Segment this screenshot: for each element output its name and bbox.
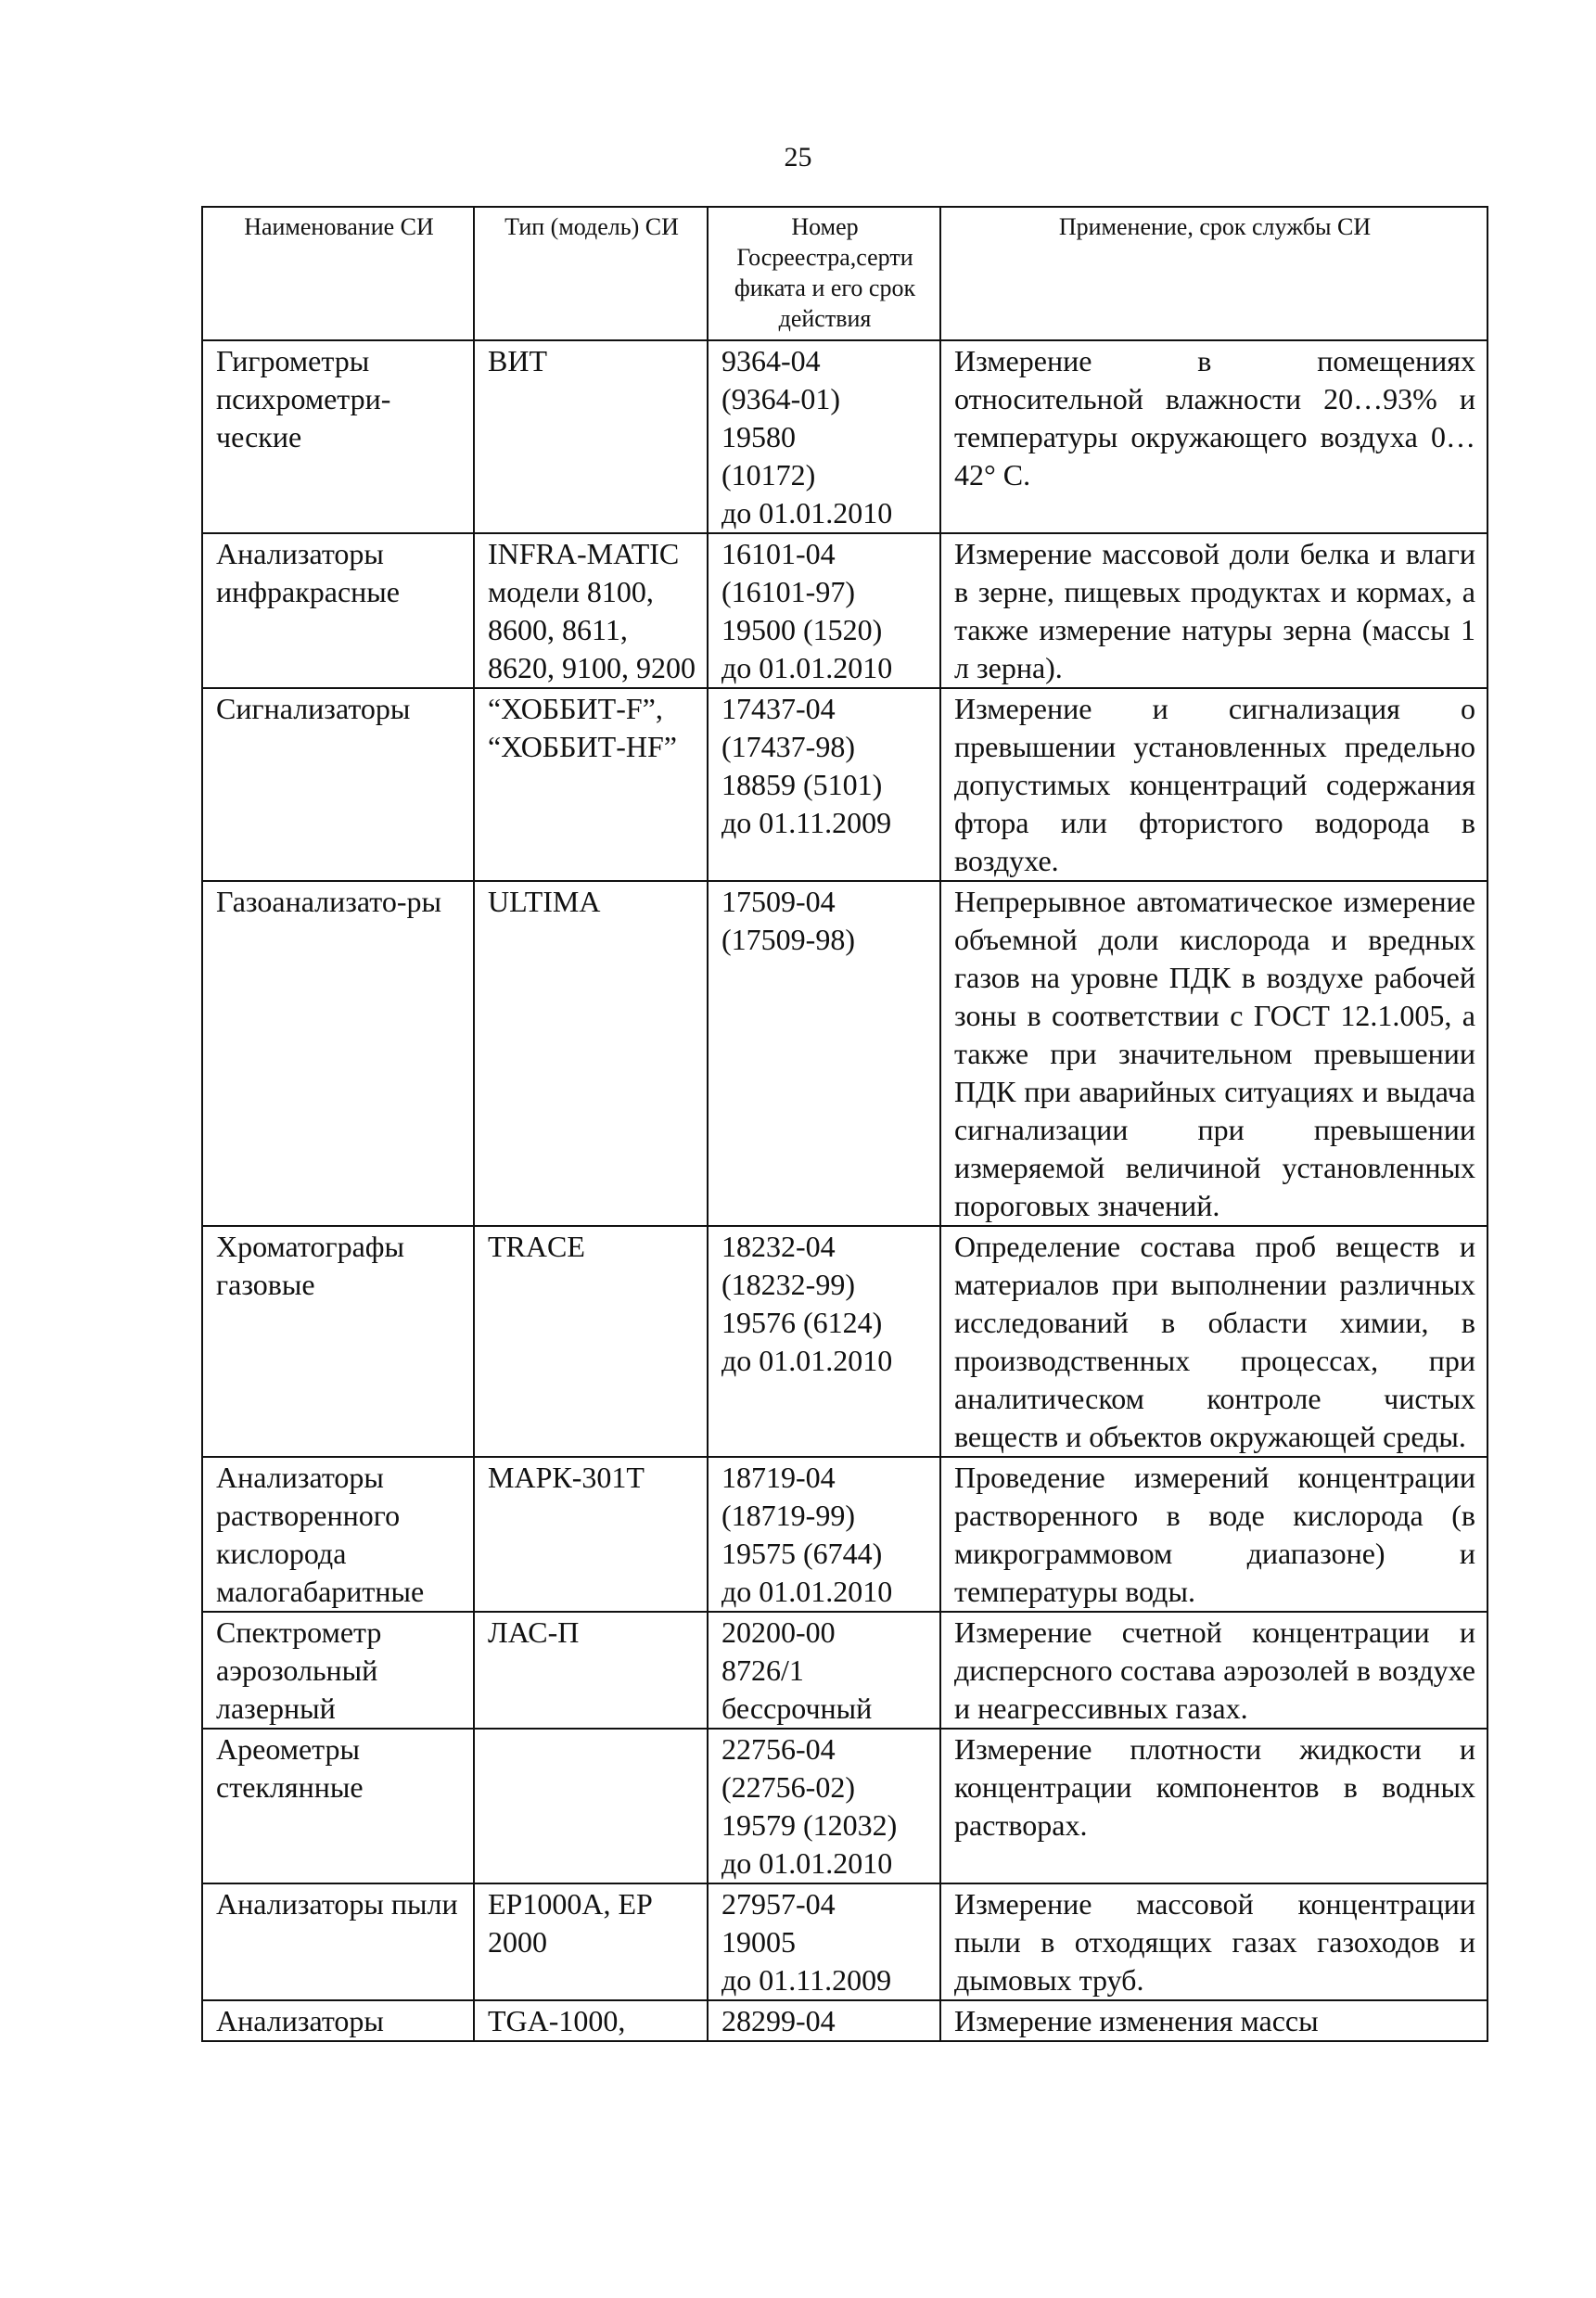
table-row: [202, 533, 1487, 688]
registry-number-line: (9364-01): [721, 382, 840, 415]
registry-number-cell: [708, 1457, 940, 1612]
instrument-name-cell: Ареометры стеклянные: [202, 1729, 474, 1883]
registry-number-line: до 01.01.2010: [721, 496, 893, 530]
registry-number-line: 20200-00: [721, 1615, 836, 1649]
table-row: [202, 1226, 1487, 1457]
instrument-name-cell: Анализаторы: [202, 2000, 474, 2041]
registry-number-line: 19579 (12032): [721, 1808, 898, 1842]
table-row: [202, 881, 1487, 1226]
registry-number-line: (17509-98): [721, 923, 855, 956]
registry-number-cell: [708, 881, 940, 1226]
registry-number-line: 18859 (5101): [721, 768, 883, 801]
application-cell: Измерение счетной концентрации и дисперсного состава аэрозолей в воздухе и неагрессивных газах.: [940, 1612, 1487, 1729]
registry-number-line: до 01.01.2010: [721, 1575, 893, 1608]
registry-number-cell: [708, 1226, 940, 1457]
instrument-type-cell: МАРК-301Т: [474, 1457, 708, 1612]
table-row: [202, 2000, 1487, 2041]
registry-number-cell: [708, 340, 940, 533]
instrument-name-cell: Анализаторы растворенного кислорода малогабаритные: [202, 1457, 474, 1612]
registry-number-line: 19580: [721, 420, 796, 453]
instrument-type-cell: TRACE: [474, 1226, 708, 1457]
application-cell: Проведение измерений концентрации растворенного в воде кислорода (в микрограммовом диапазоне) и температуры воды.: [940, 1457, 1487, 1612]
registry-number-line: 19576 (6124): [721, 1306, 883, 1339]
table-row: [202, 1457, 1487, 1612]
registry-number-line: (16101-97): [721, 575, 855, 608]
table-row: [202, 688, 1487, 881]
header-registry-number: Номер Госреестра,серти фиката и его срок действия: [708, 207, 940, 340]
instrument-type-cell: TGA-1000,: [474, 2000, 708, 2041]
registry-number-line: (10172): [721, 458, 816, 492]
table-row: [202, 340, 1487, 533]
instrument-type-cell: INFRA-MATIC модели 8100, 8600, 8611, 8620, 9100, 9200: [474, 533, 708, 688]
registry-number-line: 19575 (6744): [721, 1537, 883, 1570]
application-cell: Определение состава проб веществ и материалов при выполнении различных исследований в области химии, в производственных процессах, при аналитическом контроле чистых веществ и объектов окружающей среды.: [940, 1226, 1487, 1457]
registry-number-line: 19500 (1520): [721, 613, 883, 646]
application-cell: Измерение и сигнализация о превышении установленных предельно допустимых концентраций содержания фтора или фтористого водорода в воздухе.: [940, 688, 1487, 881]
registry-number-line: до 01.01.2010: [721, 1846, 893, 1880]
application-cell: Измерение плотности жидкости и концентрации компонентов в водных растворах.: [940, 1729, 1487, 1883]
registry-number-line: 18232-04: [721, 1230, 836, 1263]
measuring-instruments-table: [201, 206, 1488, 2042]
registry-number-line: 19005: [721, 1925, 796, 1959]
application-cell: Измерение в помещениях относительной влажности 20…93% и температуры окружающего воздуха 0…42° С.: [940, 340, 1487, 533]
instrument-name-cell: Хроматографы газовые: [202, 1226, 474, 1457]
instrument-type-cell: [474, 1729, 708, 1883]
registry-number-line: 16101-04: [721, 537, 836, 570]
page-number: 25: [784, 142, 812, 172]
instrument-name-cell: Гигрометры психрометри-ческие: [202, 340, 474, 533]
instrument-type-cell: ВИТ: [474, 340, 708, 533]
registry-number-cell: [708, 1729, 940, 1883]
registry-number-line: (17437-98): [721, 730, 855, 763]
registry-number-line: до 01.11.2009: [721, 1963, 892, 1997]
registry-number-line: 22756-04: [721, 1732, 836, 1766]
registry-number-cell: [708, 1612, 940, 1729]
instrument-name-cell: Спектрометр аэрозольный лазерный: [202, 1612, 474, 1729]
table-body: [202, 340, 1487, 2041]
registry-number-line: 28299-04: [721, 2004, 836, 2037]
registry-number-cell: [708, 2000, 940, 2041]
registry-number-cell: [708, 688, 940, 881]
registry-number-cell: [708, 533, 940, 688]
application-cell: Измерение массовой доли белка и влаги в зерне, пищевых продуктах и кормах, а также измерение натуры зерна (массы 1 л зерна).: [940, 533, 1487, 688]
registry-number-line: бессрочный: [721, 1692, 873, 1725]
registry-number-line: 27957-04: [721, 1887, 836, 1921]
instrument-type-cell: ULTIMA: [474, 881, 708, 1226]
application-cell: Измерение массовой концентрации пыли в отходящих газах газоходов и дымовых труб.: [940, 1883, 1487, 2000]
registry-number-line: до 01.11.2009: [721, 806, 892, 839]
instrument-type-cell: EP1000A, EP 2000: [474, 1883, 708, 2000]
registry-number-line: (22756-02): [721, 1770, 855, 1804]
instrument-name-cell: Газоанализато-ры: [202, 881, 474, 1226]
registry-number-line: (18232-99): [721, 1268, 855, 1301]
registry-number-line: 18719-04: [721, 1461, 836, 1494]
registry-number-line: до 01.01.2010: [721, 1344, 893, 1377]
table-row: [202, 1883, 1487, 2000]
header-row: [202, 207, 1487, 340]
registry-number-cell: [708, 1883, 940, 2000]
application-cell: Измерение изменения массы: [940, 2000, 1487, 2041]
instrument-type-cell: ЛАС-П: [474, 1612, 708, 1729]
header-application: Применение, срок службы СИ: [940, 207, 1487, 340]
registry-number-line: 17509-04: [721, 885, 836, 918]
registry-number-line: до 01.01.2010: [721, 651, 893, 684]
registry-number-line: 17437-04: [721, 692, 836, 725]
instrument-type-cell: “ХОББИТ-F”, “ХОББИТ-HF”: [474, 688, 708, 881]
application-cell: Непрерывное автоматическое измерение объемной доли кислорода и вредных газов на уровне ПДК в воздухе рабочей зоны в соответствии с ГОСТ 12.1.005, а также при значительном превышении ПДК при аварийных ситуациях и выдача сигнализации при превышении измеряемой величиной установленных пороговых значений.: [940, 881, 1487, 1226]
registry-number-line: 8726/1: [721, 1653, 804, 1687]
header-name: Наименование СИ: [202, 207, 474, 340]
instrument-name-cell: Анализаторы пыли: [202, 1883, 474, 2000]
registry-number-line: 9364-04: [721, 344, 821, 377]
instrument-name-cell: Анализаторы инфракрасные: [202, 533, 474, 688]
table-row: [202, 1612, 1487, 1729]
table-header: [202, 207, 1487, 340]
registry-number-line: (18719-99): [721, 1499, 855, 1532]
instrument-name-cell: Сигнализаторы: [202, 688, 474, 881]
table-row: [202, 1729, 1487, 1883]
header-type: Тип (модель) СИ: [474, 207, 708, 340]
